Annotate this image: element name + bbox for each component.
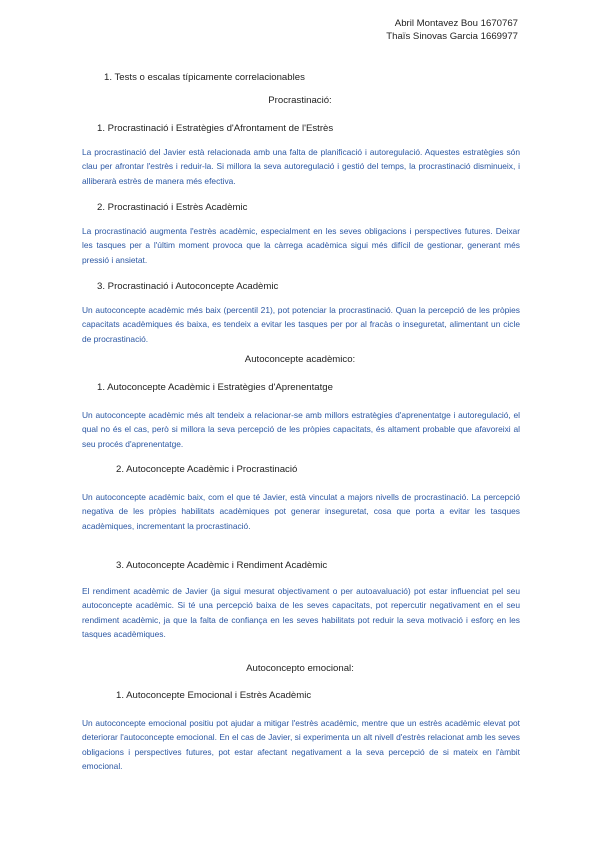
paragraph: Un autoconcepte emocional positiu pot ajudar a mitigar l'estrès acadèmic, mentre que un estrès acadèmic elevat pot deteriorar l'autoconcepte emocional. En el cas de Javier, si experimenta un alt nivell d'estrès relacionat amb les seves obligacions i perspectives futures, pot estar afectant negativament a la seva percepció de si mateix en l'àmbit emocional.: [82, 718, 520, 771]
subsection-heading: 2. Procrastinació i Estrès Acadèmic: [97, 202, 248, 213]
subsection-heading: 2. Autoconcepte Acadèmic i Procrastinació: [116, 464, 298, 475]
subsection-heading: 3. Autoconcepte Acadèmic i Rendiment Acadèmic: [116, 560, 328, 571]
subsection-heading: 3. Procrastinació i Autoconcepte Acadèmic: [97, 281, 279, 292]
subsection-heading: 1. Autoconcepte Acadèmic i Estratègies d'Aprenentatge: [97, 382, 333, 393]
paragraph: Un autoconcepte acadèmic baix, com el que té Javier, està vinculat a majors nivells de procrastinació. La percepció negativa de les pròpies habilitats acadèmiques pot generar inseguretat, cosa que porta a evitar les tasques acadèmiques, incrementant la procrastinació.: [82, 492, 520, 531]
author-name: Abril Montavez Bou 1670767: [394, 18, 518, 29]
subsection-heading: 1. Procrastinació i Estratègies d'Afrontament de l'Estrès: [97, 123, 334, 134]
author-block: [386, 17, 518, 43]
paragraph: El rendiment acadèmic de Javier (ja sigui mesurat objectivament o per autoavaluació) pot estar influenciat pel seu autoconcepte acadèmic. Si té una percepció baixa de les seves capacitats, pot repercutir negativament en el seu rendiment acadèmic, ja que la falta de confiança en les seves habilitats pot reduir la seva motivació i esforç en les tasques acadèmiques.: [82, 586, 520, 639]
section-title: Procrastinació:: [268, 95, 332, 106]
author-name: Thaïs Sinovas Garcia 1669977: [386, 31, 518, 42]
paragraph: Un autoconcepte acadèmic més alt tendeix a relacionar-se amb millors estratègies d'aprenentatge i autoregulació, el qual no és el cas, però si millora la seva percepció de les pròpies capacitats, és altament probable que afavoreixi al seu procés d'aprenentatge.: [82, 410, 520, 449]
topic-heading: 1. Tests o escalas típicamente correlacionables: [104, 72, 305, 83]
paragraph: La procrastinació augmenta l'estrès acadèmic, especialment en les seves obligacions i perspectives futures. Deixar les tasques per a l'últim moment provoca que la càrrega acadèmica sigui més difícil de gestionar, generant més pressió i ansietat.: [82, 226, 520, 265]
paragraph: La procrastinació del Javier està relacionada amb una falta de planificació i autoregulació. Aquestes estratègies són clau per afrontar l'estrès i reduir-la. Si millora la seva autoregulació i gestió del temps, la procrastinació disminueix, i alliberarà estrès de manera més efectiva.: [82, 147, 520, 186]
section-title: Autoconcepte acadèmico:: [244, 354, 356, 365]
section-title: Autoconcepto emocional:: [246, 663, 354, 674]
subsection-heading: 1. Autoconcepte Emocional i Estrès Acadèmic: [116, 690, 312, 701]
paragraph: Un autoconcepte acadèmic més baix (percentil 21), pot potenciar la procrastinació. Quan la percepció de les pròpies capacitats acadèmiques és baixa, es tendeix a evitar les tasques per por al fracàs o inseguretat, alimentant un cicle de procrastinació.: [82, 305, 520, 344]
